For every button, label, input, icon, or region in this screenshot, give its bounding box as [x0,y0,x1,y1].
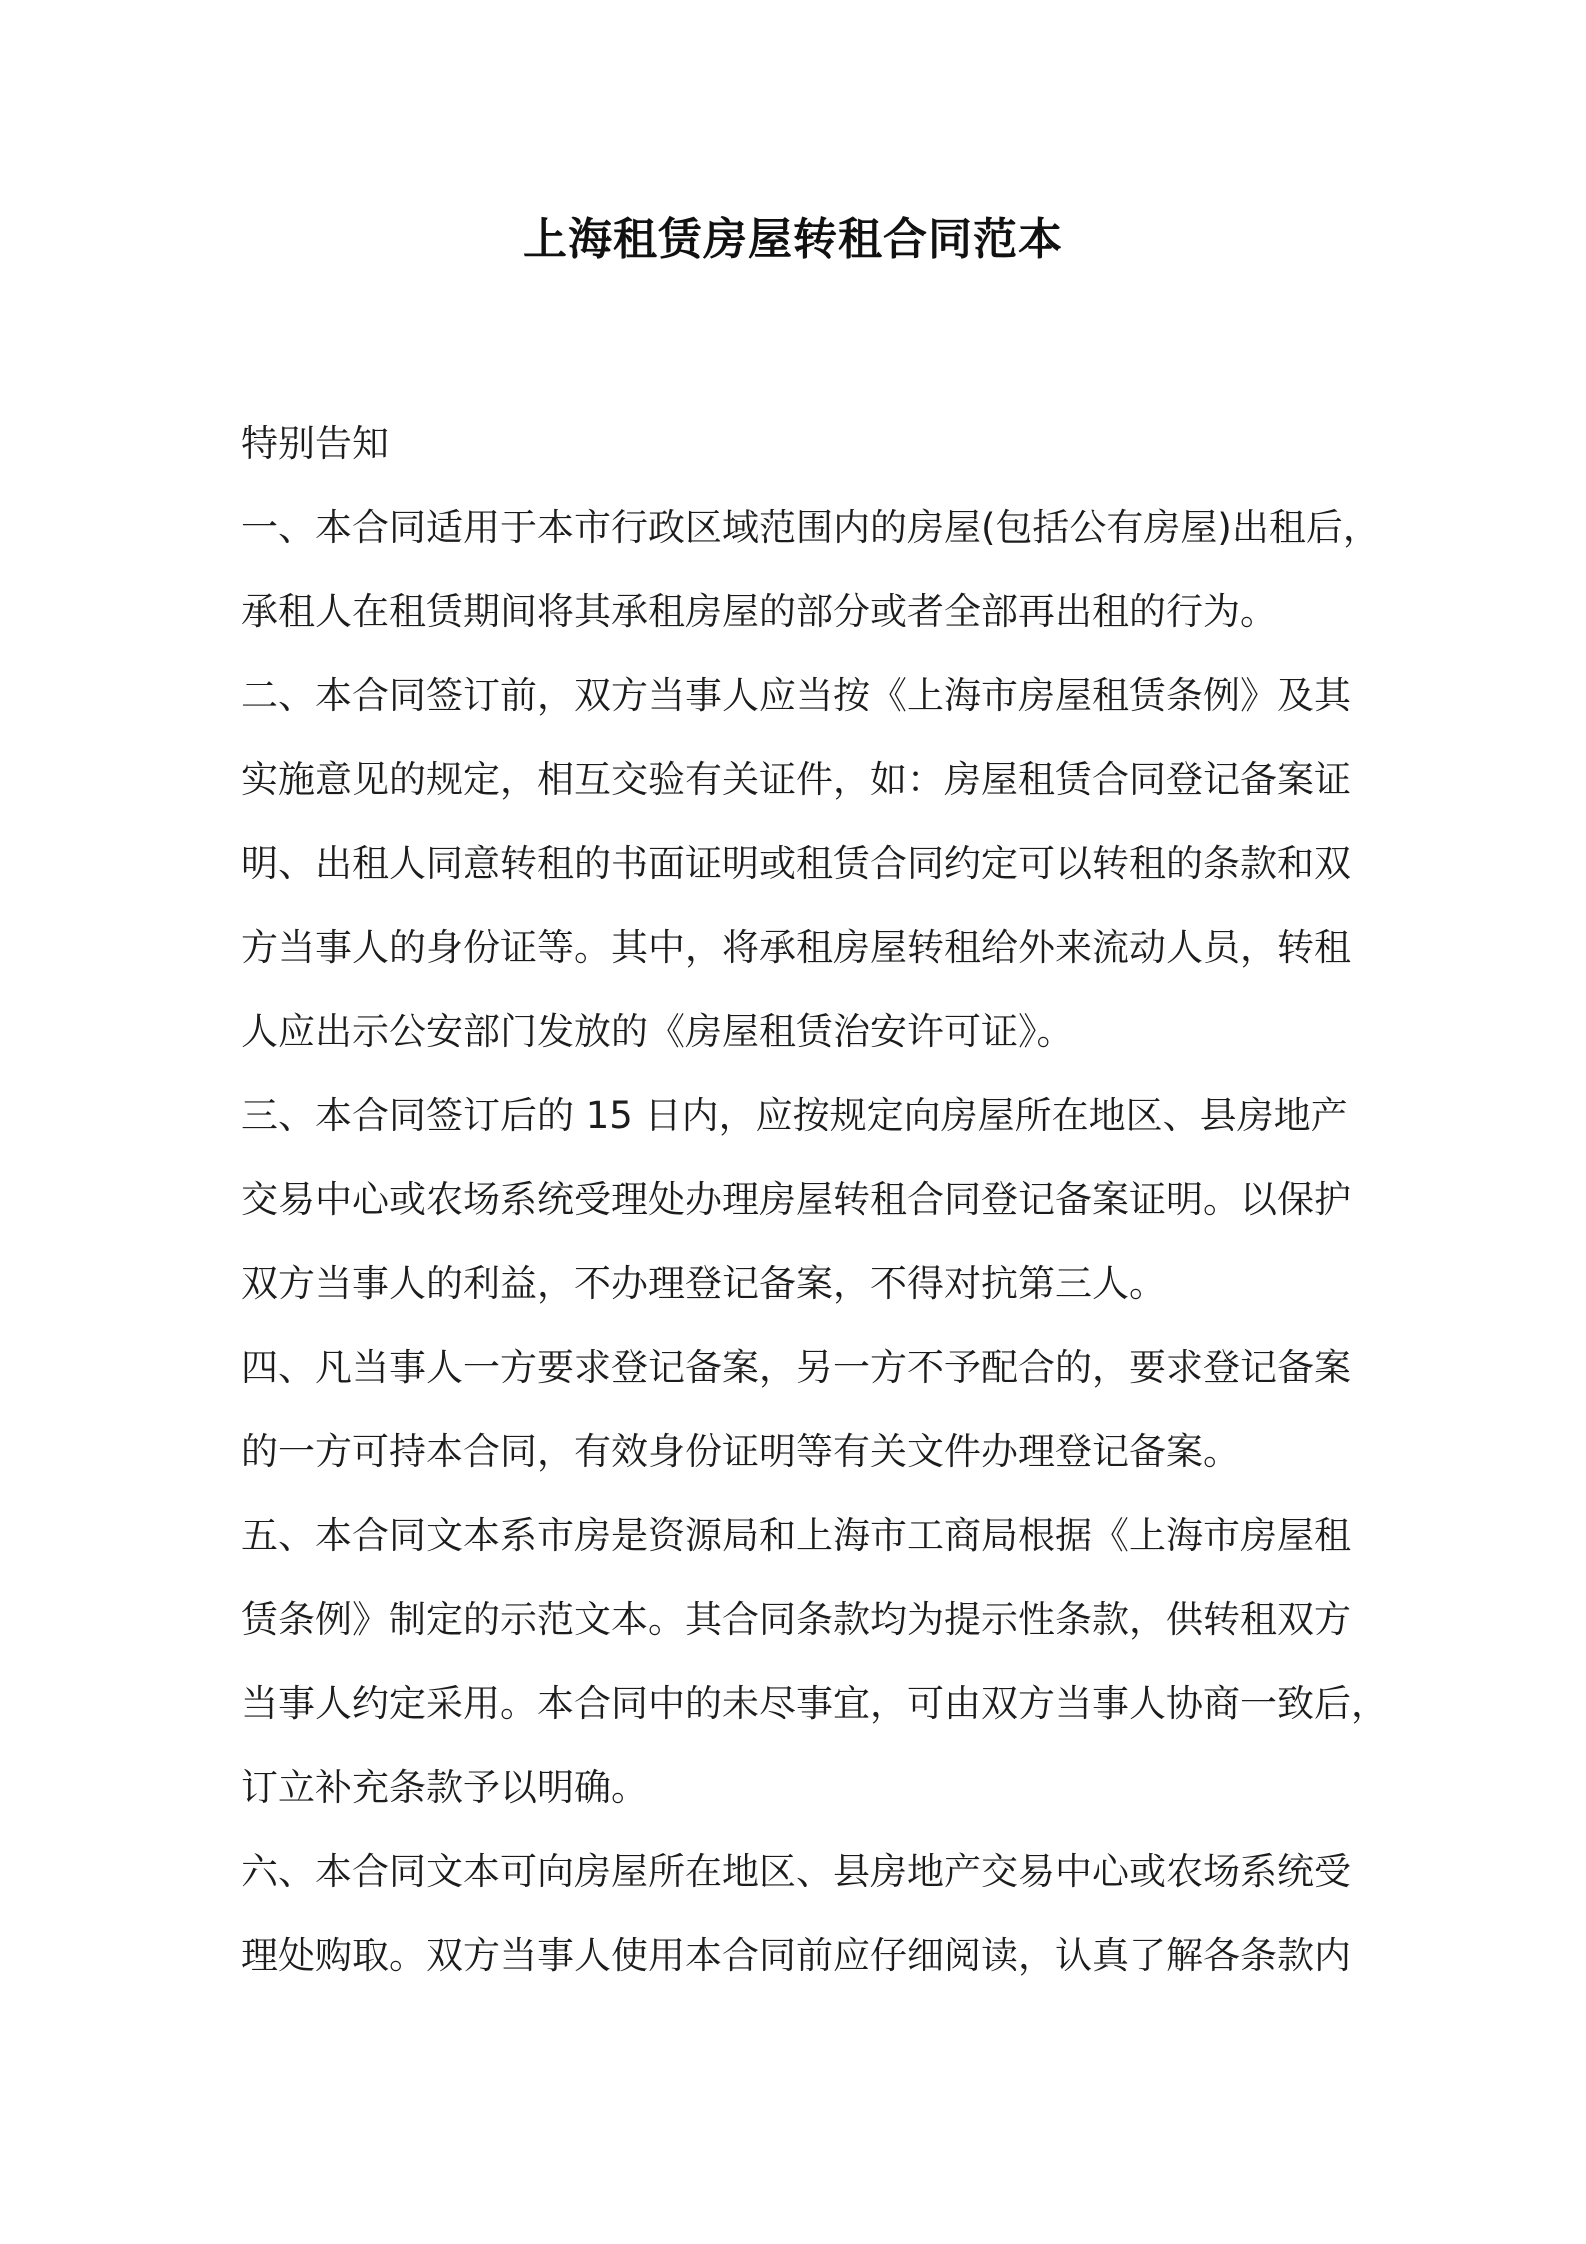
text-line: 一、本合同适用于本市行政区域范围内的房屋(包括公有房屋)出租后， [241,506,1380,549]
text-line: 订立补充条款予以明确。 [241,1766,648,1809]
text-line: 当事人约定采用。本合同中的未尽事宜，可由双方当事人协商一致后， [241,1682,1388,1725]
text-line: 双方当事人的利益，不办理登记备案，不得对抗第三人。 [241,1262,1166,1305]
text-line: 赁条例》制定的示范文本。其合同条款均为提示性条款，供转租双方 [241,1598,1351,1641]
document-body [241,402,1388,1998]
document-title: 上海租赁房屋转租合同范本 [523,214,1063,265]
text-line: 理处购取。双方当事人使用本合同前应仔细阅读，认真了解各条款内 [241,1934,1351,1977]
text-line: 三、本合同签订后的 15 日内，应按规定向房屋所在地区、县房地产 [241,1094,1348,1137]
text-line: 六、本合同文本可向房屋所在地区、县房地产交易中心或农场系统受 [241,1850,1351,1893]
text-line: 二、本合同签订前，双方当事人应当按《上海市房屋租赁条例》及其 [241,674,1351,717]
text-line: 交易中心或农场系统受理处办理房屋转租合同登记备案证明。以保护 [241,1178,1351,1221]
section-heading-special-notice: 特别告知 [241,422,389,465]
text-line: 方当事人的身份证等。其中，将承租房屋转租给外来流动人员，转租 [241,926,1351,969]
text-line: 明、出租人同意转租的书面证明或租赁合同约定可以转租的条款和双 [241,842,1351,885]
text-line: 四、凡当事人一方要求登记备案，另一方不予配合的，要求登记备案 [241,1346,1351,1389]
text-line: 五、本合同文本系市房是资源局和上海市工商局根据《上海市房屋租 [241,1514,1351,1557]
text-line: 人应出示公安部门发放的《房屋租赁治安许可证》。 [241,1010,1074,1053]
text-line: 承租人在租赁期间将其承租房屋的部分或者全部再出租的行为。 [241,590,1277,633]
text-line: 的一方可持本合同，有效身份证明等有关文件办理登记备案。 [241,1430,1240,1473]
text-line: 实施意见的规定，相互交验有关证件，如：房屋租赁合同登记备案证 [241,758,1351,801]
